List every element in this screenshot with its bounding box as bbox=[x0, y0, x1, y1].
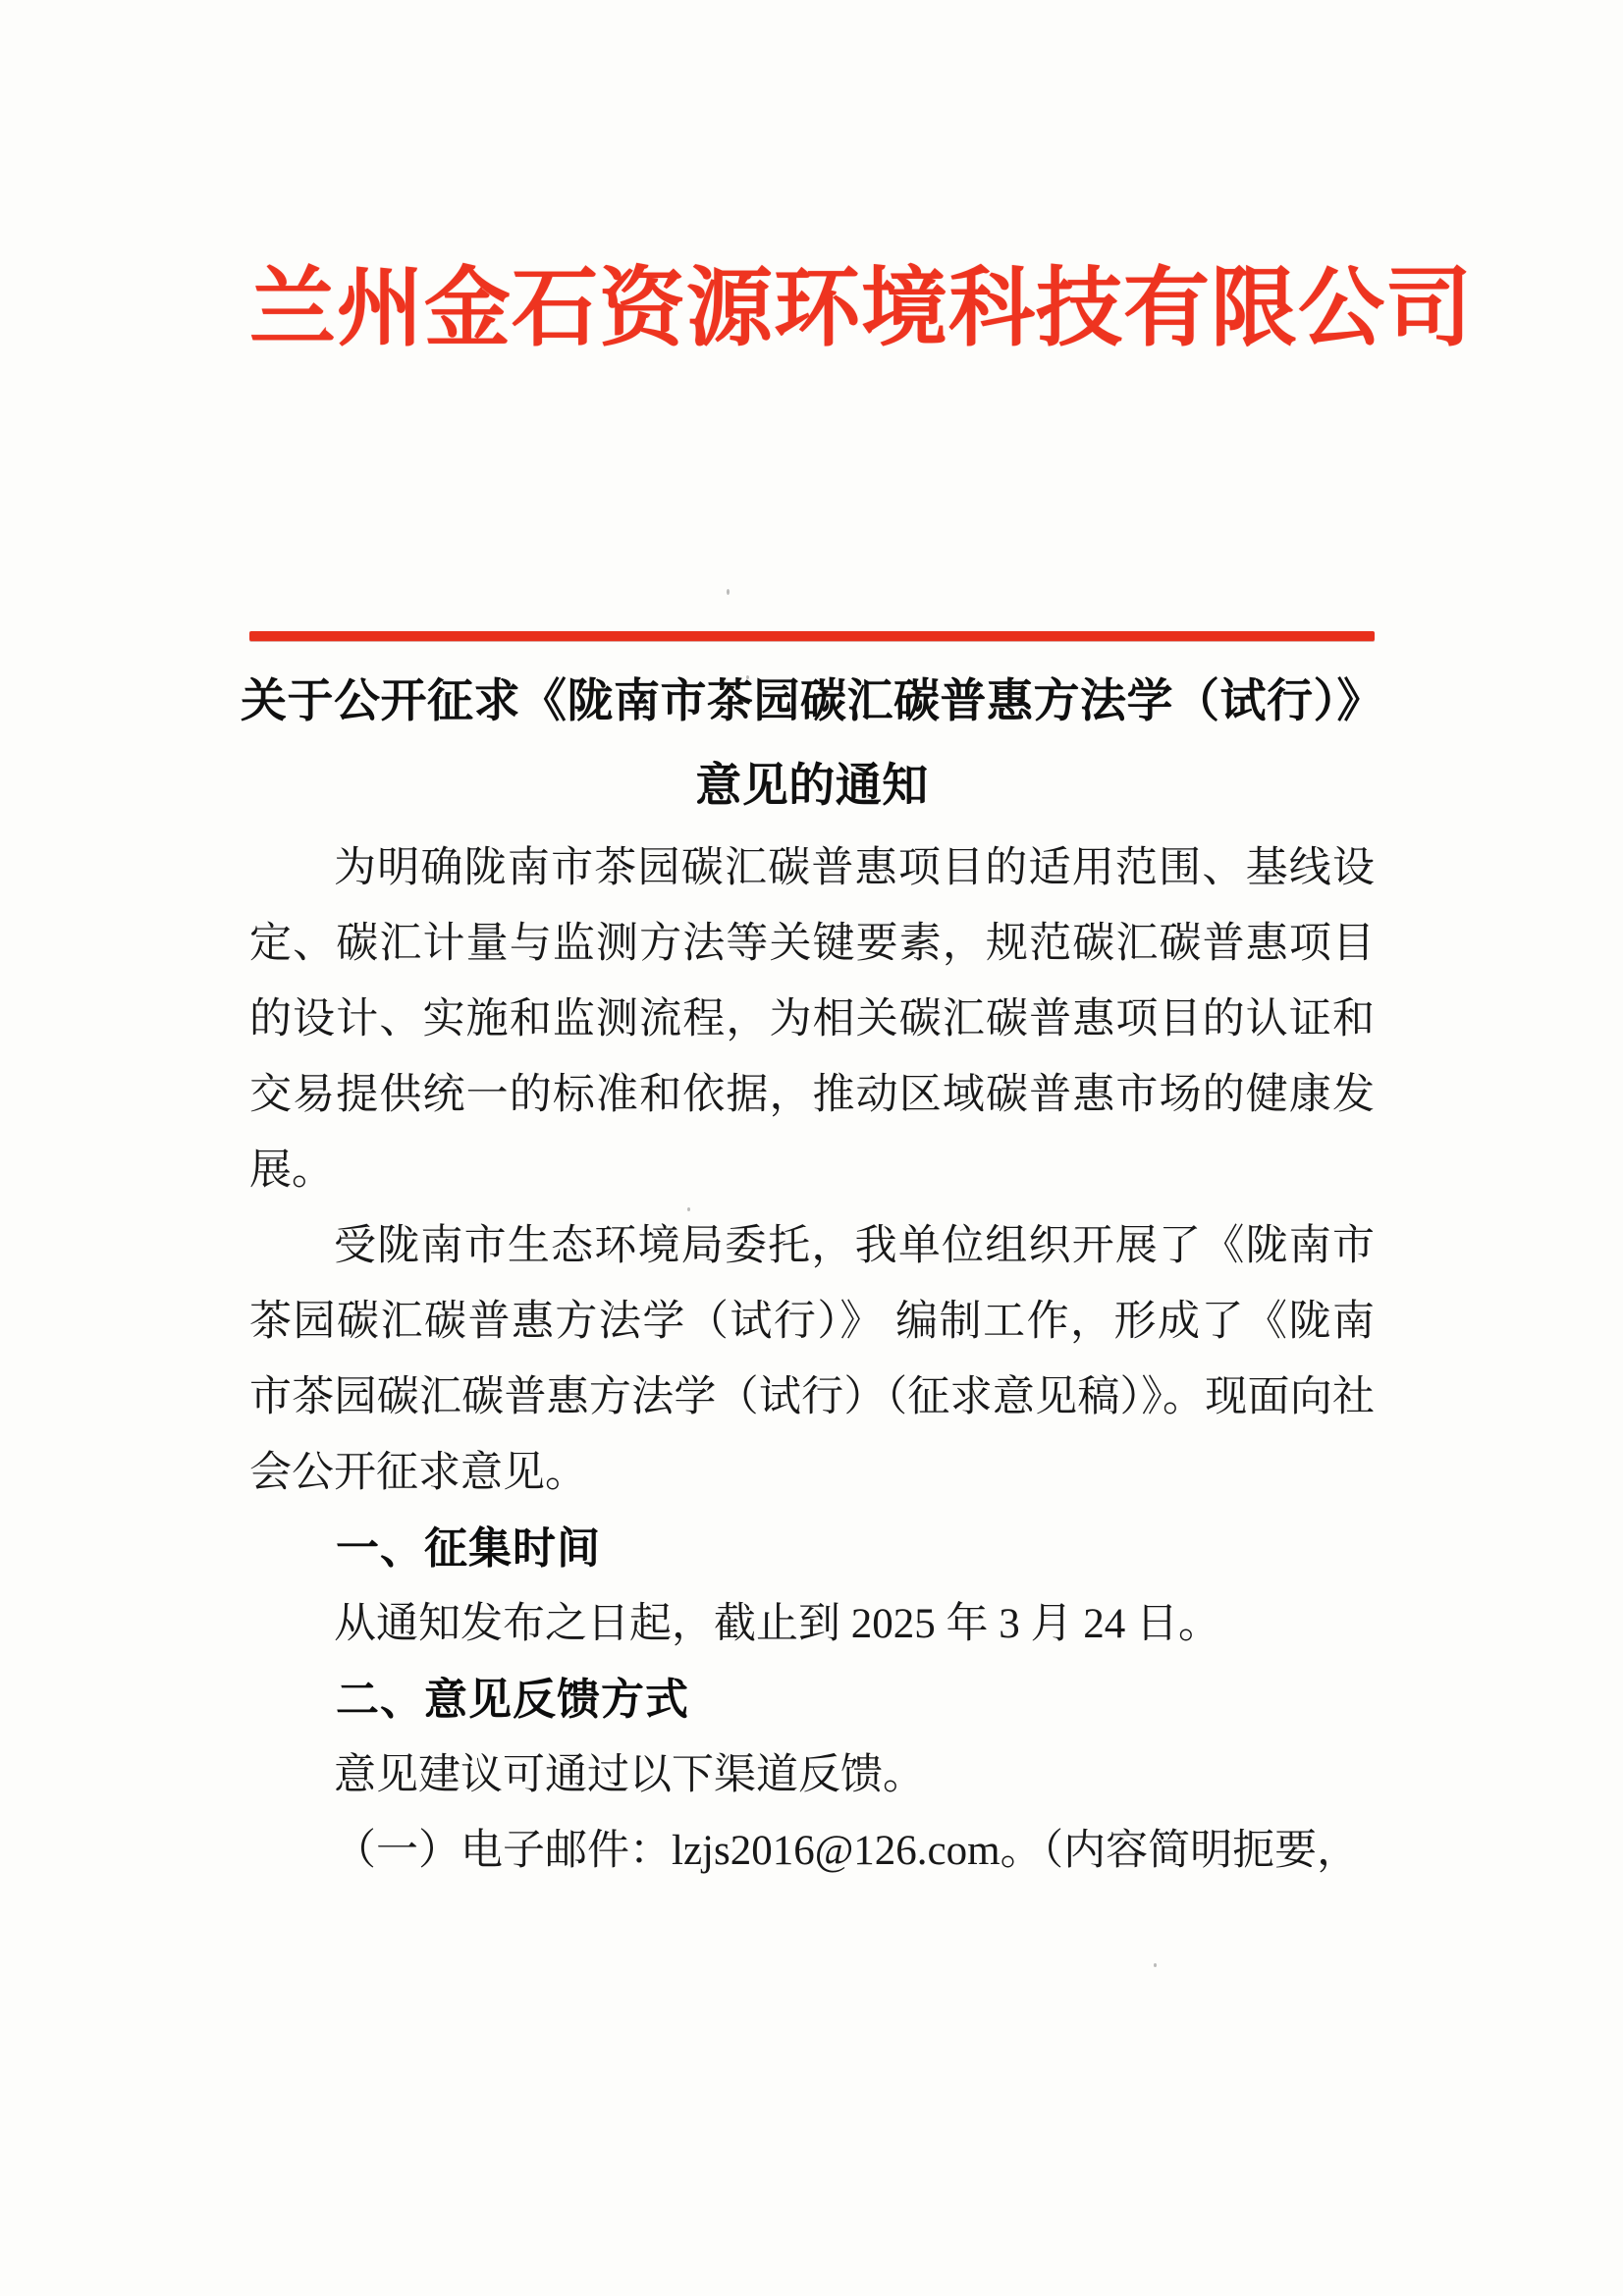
company-name: 兰州金石资源环境科技有限公司 bbox=[249, 262, 1474, 357]
paragraph-email-channel: （一）电子邮件：lzjs2016@126.com。（内容简明扼要， bbox=[334, 1828, 1360, 1874]
paragraph-feedback-channels: 意见建议可通过以下渠道反馈。 bbox=[334, 1752, 925, 1798]
section-heading-feedback-method: 二、意见反馈方式 bbox=[336, 1676, 689, 1724]
scan-speckle bbox=[746, 675, 749, 679]
document-body bbox=[249, 830, 1375, 1889]
document-title-line1: 关于公开征求《陇南市茶园碳汇碳普惠方法学（试行）》 bbox=[241, 676, 1383, 727]
document-title-line2: 意见的通知 bbox=[695, 761, 929, 812]
red-divider-line bbox=[249, 631, 1375, 641]
section-heading-collection-time: 一、征集时间 bbox=[336, 1524, 601, 1573]
paragraph-purpose: 为明确陇南市茶园碳汇碳普惠项目的适用范围、基线设定、碳汇计量与监测方法等关键要素，规范碳汇碳普惠项目的设计、实施和监测流程，为相关碳汇碳普惠项目的认证和交易提供统一的标准和依据，推动区域碳普惠市场的健康发展。 bbox=[249, 845, 1375, 1194]
scan-speckle bbox=[727, 589, 730, 595]
scan-speckle bbox=[687, 1207, 690, 1211]
paragraph-deadline: 从通知发布之日起，截止到 2025 年 3 月 24 日。 bbox=[334, 1601, 1220, 1647]
letterhead bbox=[249, 247, 1474, 373]
paragraph-background: 受陇南市生态环境局委托，我单位组织开展了《陇南市茶园碳汇碳普惠方法学（试行）》 编制工作，形成了《陇南市茶园碳汇碳普惠方法学（试行）（征求意见稿）》。现面向社会公开征求意见。 bbox=[249, 1223, 1375, 1496]
scan-speckle bbox=[1154, 1963, 1157, 1967]
document-title bbox=[196, 660, 1428, 828]
